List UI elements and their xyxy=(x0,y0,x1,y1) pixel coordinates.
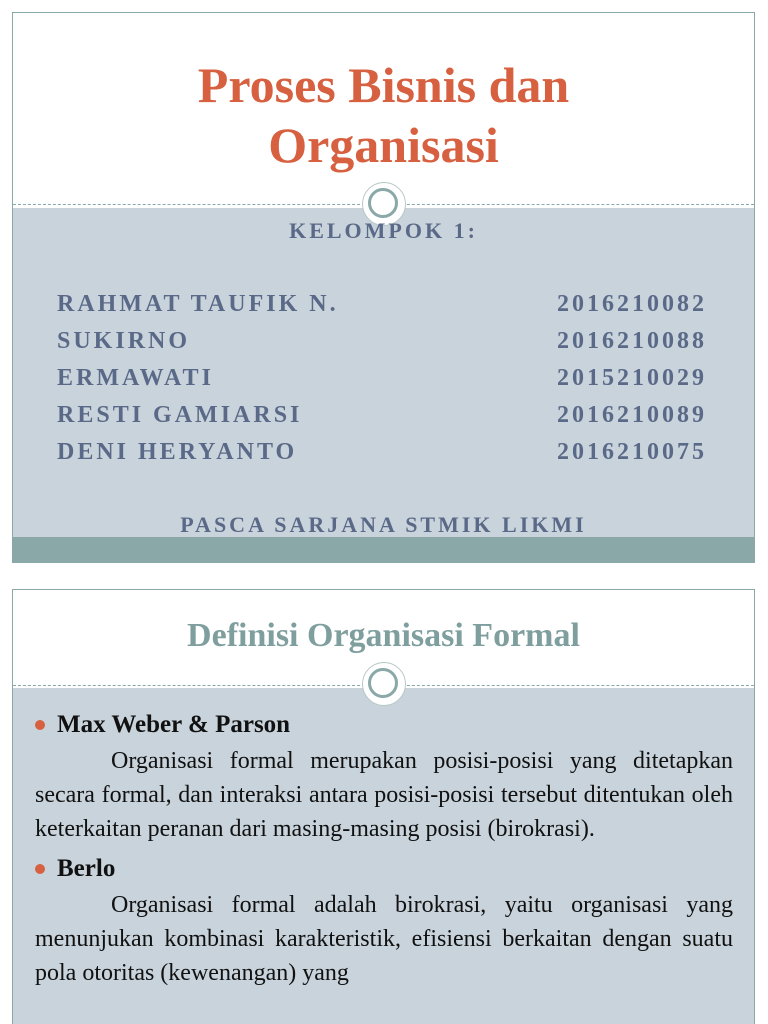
bullet-dot-icon xyxy=(35,864,45,874)
member-row xyxy=(57,289,707,326)
bullet-dot-icon xyxy=(35,720,45,730)
bullet-item xyxy=(35,708,733,742)
bullet-heading: Max Weber & Parson xyxy=(57,711,291,738)
footer-band xyxy=(13,537,754,563)
member-name: ERMAWATI xyxy=(57,365,214,391)
ring-ornament-icon xyxy=(362,662,406,706)
bullet-paragraph: Organisasi formal merupakan posisi-posisi yang ditetapkan secara formal, dan interaksi antara posisi-posisi tersebut ditentukan oleh keterkaitan peranan dari masing-masing posisi (birokrasi). xyxy=(35,748,733,842)
member-id: 2016210088 xyxy=(557,328,707,354)
slide-content xyxy=(35,708,733,996)
member-row xyxy=(57,400,707,437)
title-line-2: Organisasi xyxy=(268,117,499,173)
member-id: 2015210029 xyxy=(557,365,707,391)
bullet-item xyxy=(35,852,733,886)
member-list xyxy=(57,289,707,474)
bullet-heading: Berlo xyxy=(57,855,116,882)
member-id: 2016210089 xyxy=(557,402,707,428)
slide-title xyxy=(13,55,754,175)
member-name: DENI HERYANTO xyxy=(57,439,298,465)
member-row xyxy=(57,363,707,400)
program-label: PASCA SARJANA STMIK LIKMI xyxy=(180,512,587,537)
member-id: 2016210082 xyxy=(557,291,707,317)
member-name: SUKIRNO xyxy=(57,328,191,354)
group-label: KELOMPOK 1: xyxy=(289,218,478,243)
bullet-paragraph: Organisasi formal adalah birokrasi, yaitu organisasi yang menunjukan kombinasi karakteristik, efisiensi berkaitan dengan suatu pola otoritas (kewenangan) yang xyxy=(35,892,733,986)
member-name: RAHMAT TAUFIK N. xyxy=(57,291,339,317)
title-line-1: Proses Bisnis dan xyxy=(197,57,570,113)
member-row xyxy=(57,437,707,474)
definition-slide xyxy=(12,589,755,1024)
member-name: RESTI GAMIARSI xyxy=(57,402,303,428)
title-slide xyxy=(12,12,755,563)
slide-title: Definisi Organisasi Formal xyxy=(187,617,580,654)
member-row xyxy=(57,326,707,363)
member-id: 2016210075 xyxy=(557,439,707,465)
